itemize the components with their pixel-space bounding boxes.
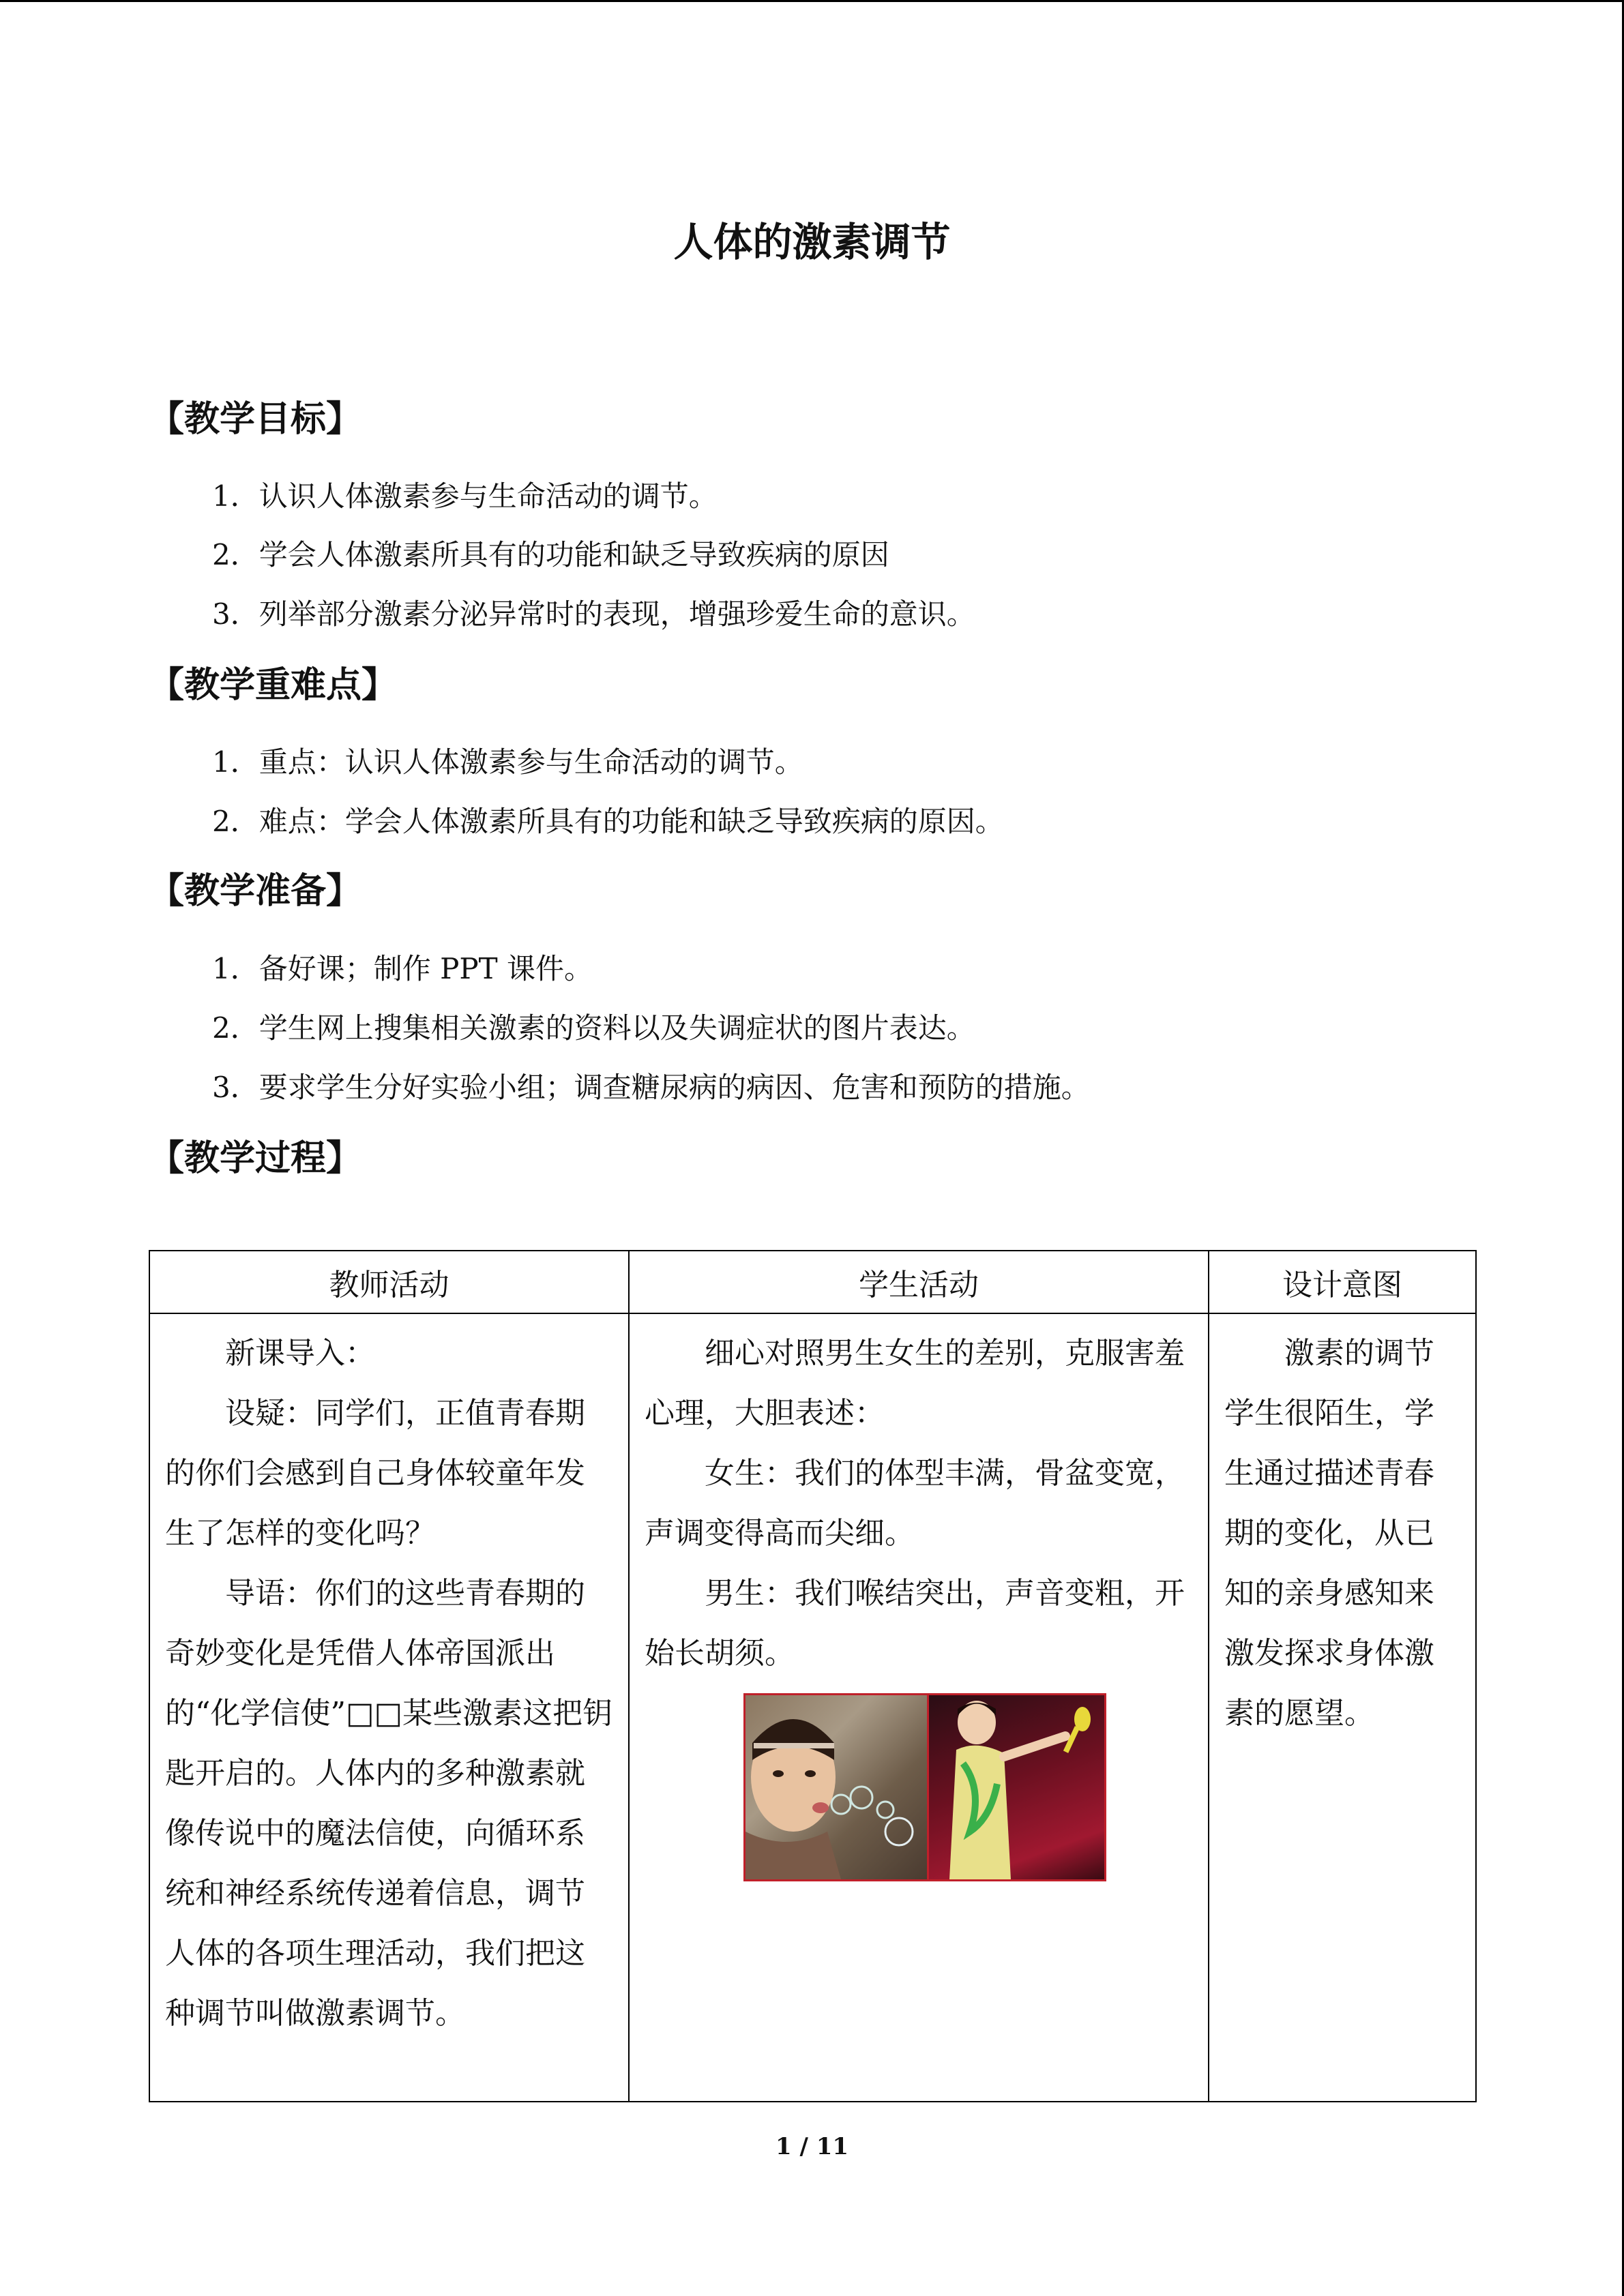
cell-student-activity [629, 1313, 1209, 2102]
teacher-para-guide: 导语：你们的这些青春期的奇妙变化是凭借人体帝国派出的“化学信使”□□某些激素这把钥匙开启的。人体内的多种激素就像传说中的魔法信使，向循环系统和神经系统传递着信息，调节人体的各项生理活动，我们把这种调节叫做激素调节。 [165, 1576, 613, 2031]
goal-item-3: 3．列举部分激素分泌异常时的表现，增强珍爱生命的意识。 [212, 597, 975, 631]
cell-teacher-activity [149, 1313, 629, 2102]
heading-goals: 【教学目标】 [149, 399, 362, 440]
document-title: 人体的激素调节 [673, 219, 951, 265]
page-number: 1 / 11 [775, 2133, 849, 2160]
student-para-boys: 男生：我们喉结突出，声音变粗，开始长胡须。 [645, 1576, 1185, 1671]
prep-item-2: 2．学生网上搜集相关激素的资料以及失调症状的图片表达。 [212, 1011, 975, 1045]
teaching-process-table [149, 1250, 1477, 2102]
header-teacher-activity: 教师活动 [149, 1251, 629, 1313]
design-para: 激素的调节学生很陌生，学生通过描述青春期的变化，从已知的亲身感知来激发探求身体激素的愿望。 [1224, 1336, 1434, 1731]
prep-item-1: 1．备好课；制作 PPT 课件。 [212, 952, 593, 985]
table-header-row [149, 1251, 1476, 1313]
key-point-item-2: 2．难点：学会人体激素所具有的功能和缺乏导致疾病的原因。 [212, 805, 1004, 838]
key-point-item-1: 1．重点：认识人体激素参与生命活动的调节。 [212, 745, 803, 779]
goal-item-2: 2．学会人体激素所具有的功能和缺乏导致疾病的原因 [212, 538, 889, 571]
puberty-photos [743, 1693, 1106, 1881]
table-row [149, 1313, 1476, 2102]
header-student-activity: 学生活动 [629, 1251, 1209, 1313]
page-top-border [0, 0, 1624, 2]
cell-design-intent [1209, 1313, 1476, 2102]
prep-item-3: 3．要求学生分好实验小组；调查糖尿病的病因、危害和预防的措施。 [212, 1071, 1090, 1104]
heading-preparation: 【教学准备】 [149, 871, 362, 912]
teacher-para-intro: 新课导入： [225, 1336, 375, 1371]
heading-key-points: 【教学重难点】 [149, 665, 398, 706]
photo-girl-blowing-bubbles [745, 1695, 929, 1879]
teacher-para-question: 设疑：同学们，正值青春期的你们会感到自己身体较童年发生了怎样的变化吗？ [165, 1396, 585, 1551]
photo-gymnast [929, 1695, 1104, 1879]
header-design-intent: 设计意图 [1209, 1251, 1476, 1313]
gymnast-illustration [929, 1695, 1104, 1879]
heading-process: 【教学过程】 [149, 1138, 362, 1179]
goal-item-1: 1．认识人体激素参与生命活动的调节。 [212, 479, 718, 513]
student-para-observe: 细心对照男生女生的差别，克服害羞心理，大胆表述： [645, 1336, 1185, 1431]
girl-illustration [745, 1695, 927, 1879]
student-para-girls: 女生：我们的体型丰满，骨盆变宽，声调变得高而尖细。 [645, 1456, 1185, 1551]
